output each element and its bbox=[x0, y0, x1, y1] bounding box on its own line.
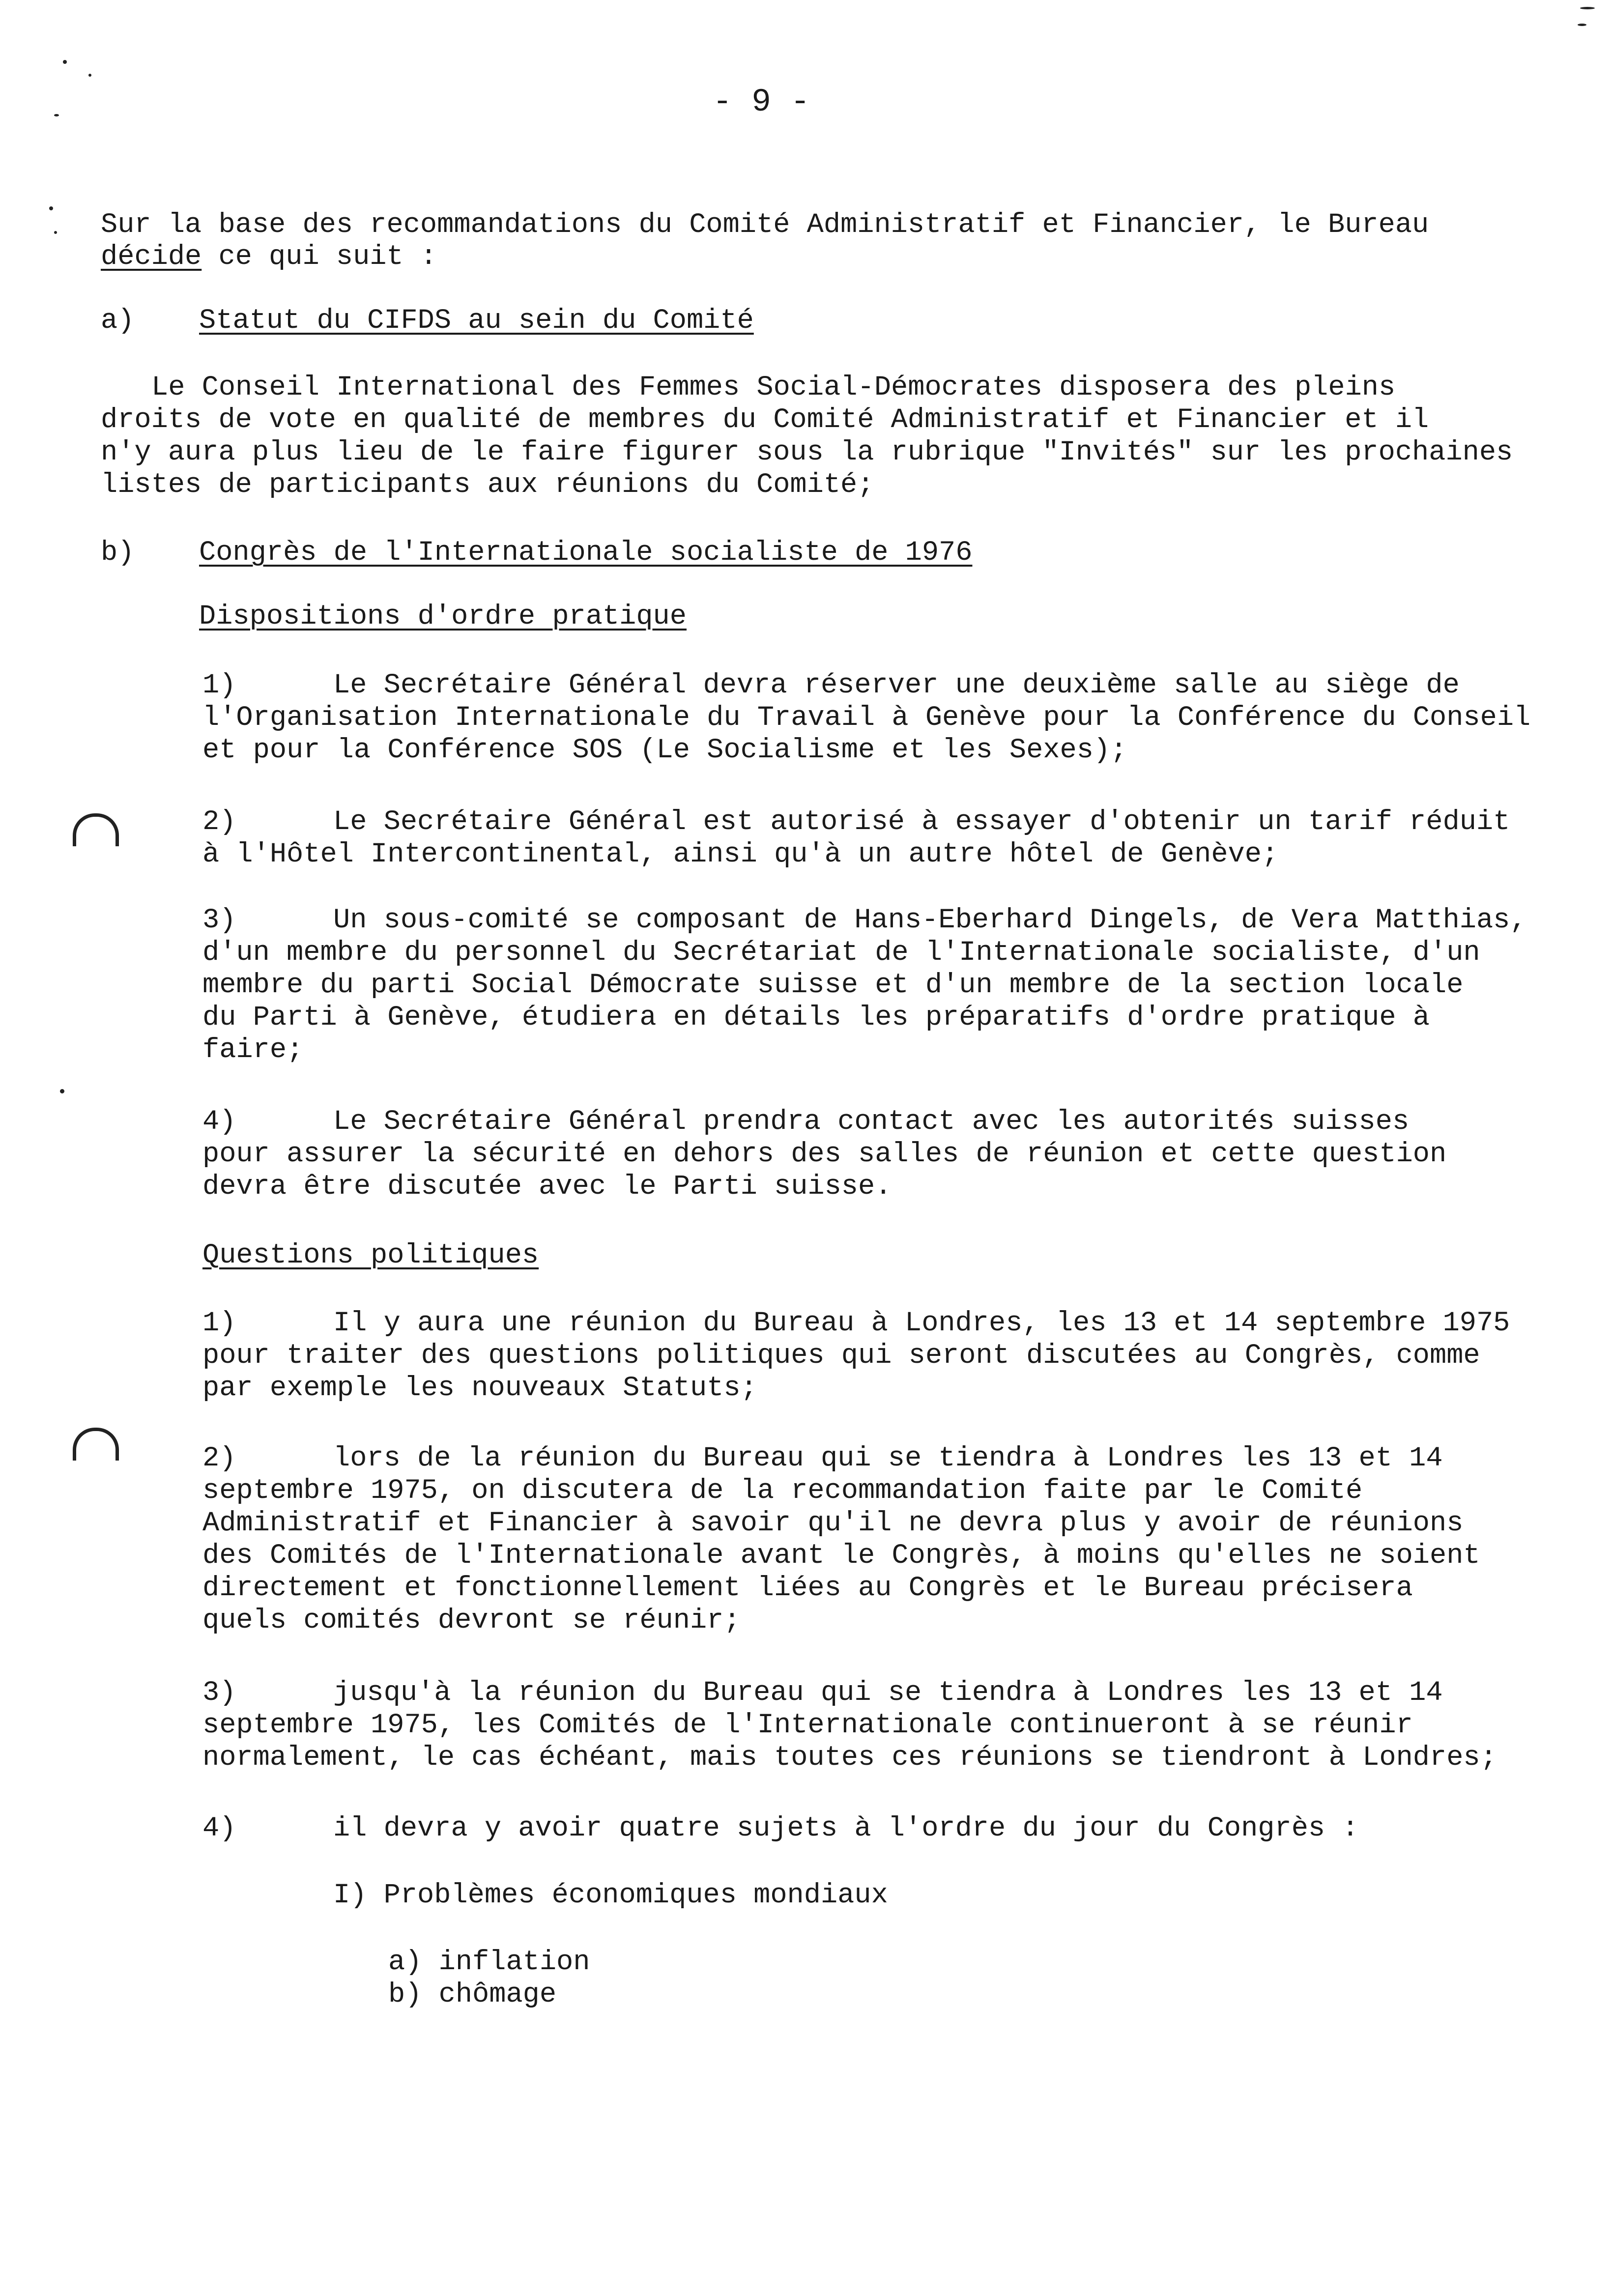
political-item-number: 2) bbox=[202, 1443, 236, 1474]
political-item-number: 4) bbox=[202, 1813, 236, 1844]
section-a-line: listes de participants aux réunions du Comité; bbox=[101, 469, 874, 501]
practical-item-line: membre du parti Social Démocrate suisse et d'un membre de la section locale bbox=[202, 970, 1464, 1001]
practical-item-number: 3) bbox=[202, 905, 236, 936]
practical-item-line: Le Secrétaire Général devra réserver une deuxième salle au siège de bbox=[333, 670, 1460, 701]
political-item-line: lors de la réunion du Bureau qui se tiendra à Londres les 13 et 14 bbox=[333, 1443, 1443, 1474]
scan-speck bbox=[1578, 24, 1586, 26]
political-item-line: septembre 1975, les Comités de l'Internationale continueront à se réunir bbox=[202, 1710, 1413, 1741]
section-a-line: Le Conseil International des Femmes Social-Démocrates disposera des pleins bbox=[151, 372, 1396, 403]
scan-speck bbox=[49, 206, 53, 210]
practical-item-line: du Parti à Genève, étudiera en détails les préparatifs d'ordre pratique à bbox=[202, 1002, 1430, 1033]
intro-line bbox=[101, 241, 437, 273]
political-item-line: jusqu'à la réunion du Bureau qui se tiendra à Londres les 13 et 14 bbox=[333, 1677, 1443, 1709]
scan-speck bbox=[1580, 7, 1595, 9]
practical-item-line: l'Organisation Internationale du Travail à Genève pour la Conférence du Conseil bbox=[202, 702, 1531, 734]
scan-speck bbox=[63, 60, 67, 64]
scan-speck bbox=[54, 231, 57, 234]
practical-heading: Dispositions d'ordre pratique bbox=[199, 601, 687, 632]
political-item-number: 1) bbox=[202, 1308, 236, 1339]
practical-item-line: Le Secrétaire Général prendra contact avec les autorités suisses bbox=[333, 1106, 1410, 1138]
practical-item-number: 1) bbox=[202, 670, 236, 701]
section-b-label: b) bbox=[101, 537, 135, 569]
practical-item-line: Un sous-comité se composant de Hans-Eberhard Dingels, de Vera Matthias, bbox=[333, 905, 1527, 936]
political-item-line: il devra y avoir quatre sujets à l'ordre du jour du Congrès : bbox=[333, 1813, 1359, 1844]
political-item-line: septembre 1975, on discutera de la recommandation faite par le Comité bbox=[202, 1475, 1363, 1507]
practical-item-number: 4) bbox=[202, 1106, 236, 1138]
section-a-line: droits de vote en qualité de membres du Comité Administratif et Financier et il bbox=[101, 404, 1429, 436]
agenda-subitem: b) chômage bbox=[388, 1979, 557, 2010]
scan-speck bbox=[54, 114, 59, 116]
section-a-line: n'y aura plus lieu de le faire figurer sous la rubrique "Invités" sur les prochaines bbox=[101, 437, 1513, 468]
political-item-line: directement et fonctionnellement liées au Congrès et le Bureau précisera bbox=[202, 1573, 1413, 1604]
agenda-topic: I) Problèmes économiques mondiaux bbox=[333, 1880, 888, 1911]
political-item-line: normalement, le cas échéant, mais toutes ces réunions se tiendront à Londres; bbox=[202, 1742, 1497, 1774]
political-heading: Questions politiques bbox=[202, 1240, 539, 1271]
punch-hole-mark bbox=[73, 1428, 119, 1461]
scan-speck bbox=[60, 1089, 64, 1093]
political-item-line: quels comités devront se réunir; bbox=[202, 1605, 741, 1636]
practical-item-line: à l'Hôtel Intercontinental, ainsi qu'à un autre hôtel de Genève; bbox=[202, 839, 1279, 870]
practical-item-number: 2) bbox=[202, 806, 236, 838]
practical-item-line: Le Secrétaire Général est autorisé à essayer d'obtenir un tarif réduit bbox=[333, 806, 1510, 838]
political-item-line: des Comités de l'Internationale avant le Congrès, à moins qu'elles ne soient bbox=[202, 1540, 1480, 1572]
political-item-line: pour traiter des questions politiques qui seront discutées au Congrès, comme bbox=[202, 1340, 1480, 1372]
political-item-number: 3) bbox=[202, 1677, 236, 1709]
decide-word: décide bbox=[101, 241, 202, 273]
intro-line: Sur la base des recommandations du Comité Administratif et Financier, le Bureau bbox=[101, 209, 1429, 241]
practical-item-line: et pour la Conférence SOS (Le Socialisme et les Sexes); bbox=[202, 735, 1127, 766]
intro-line-rest: ce qui suit : bbox=[202, 241, 437, 273]
scan-speck bbox=[88, 74, 91, 77]
political-item-line: Il y aura une réunion du Bureau à Londres, les 13 et 14 septembre 1975 bbox=[333, 1308, 1510, 1339]
punch-hole-mark bbox=[73, 813, 119, 846]
practical-item-line: d'un membre du personnel du Secrétariat de l'Internationale socialiste, d'un bbox=[202, 937, 1480, 969]
practical-item-line: faire; bbox=[202, 1034, 304, 1066]
practical-item-line: pour assurer la sécurité en dehors des salles de réunion et cette question bbox=[202, 1139, 1447, 1170]
section-b-heading: Congrès de l'Internationale socialiste de 1976 bbox=[199, 537, 973, 569]
political-item-line: Administratif et Financier à savoir qu'il ne devra plus y avoir de réunions bbox=[202, 1508, 1464, 1539]
page-number: - 9 - bbox=[713, 84, 810, 120]
agenda-subitem: a) inflation bbox=[388, 1947, 590, 1978]
section-a-label: a) bbox=[101, 305, 135, 337]
practical-item-line: devra être discutée avec le Parti suisse. bbox=[202, 1171, 892, 1203]
political-item-line: par exemple les nouveaux Statuts; bbox=[202, 1373, 757, 1404]
section-a-heading: Statut du CIFDS au sein du Comité bbox=[199, 305, 754, 337]
